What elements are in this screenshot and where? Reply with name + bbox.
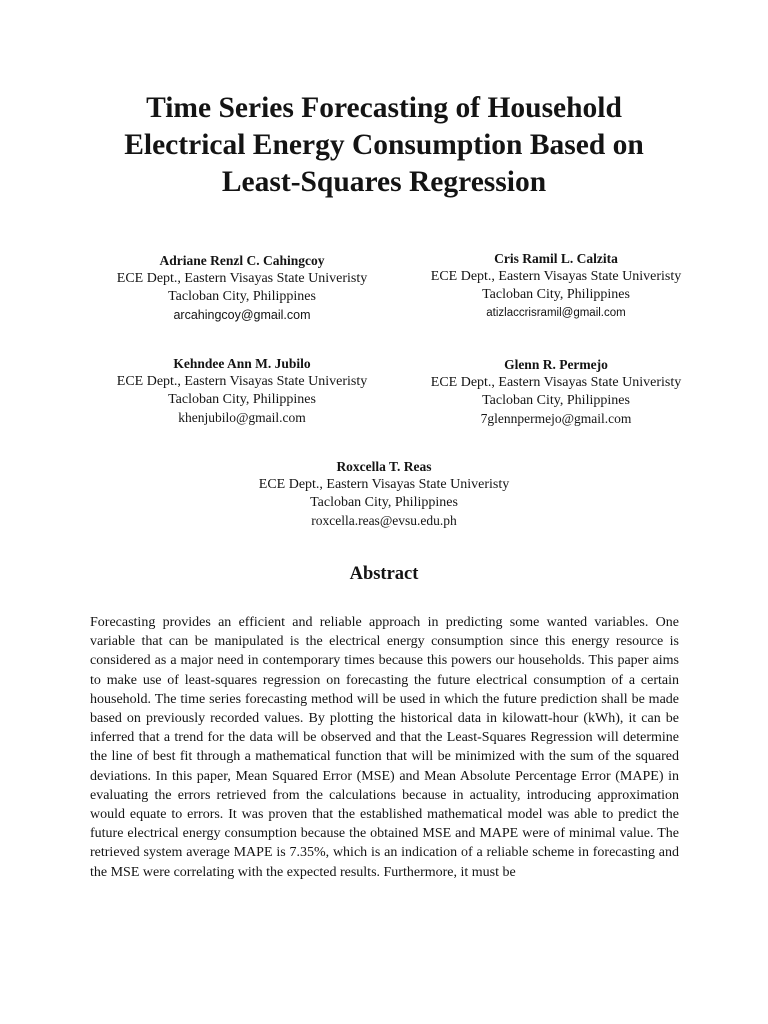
title-line-1: Time Series Forecasting of Household (146, 92, 622, 124)
author-city: Tacloban City, Philippines (310, 495, 458, 510)
abstract-body: Forecasting provides an efficient and reliable approach in predicting some wanted variables. One variable that can be manipulated is the electrical energy consumption since this energy resource is considered as a major need in contemporary times because this powers our households. This paper aims to make use of least-squares regression on forecasting the future electrical consumption of a certain household. The time series forecasting method will be used in which the future prediction shall be made based on previously recorded values. By plotting the historical data in kilowatt-hour (kWh), it can be inferred that a trend for the data will be observed and that the Least-Squares Regression will determine the line of best fit through a mathematical function that will be minimized with the sum of the squared deviations. In this paper, Mean Squared Error (MSE) and Mean Absolute Percentage Error (MAPE) in evaluating the errors retrieved from the calculations because in actuality, introducing approximation would equate to errors. It was proven that the established mathematical model was able to predict the future electrical energy consumption because the obtained MSE and MAPE were of minimal value. The retrieved system average MAPE is 7.35%, which is an indication of a reliable scheme in forecasting and the MSE were correlating with the expected results. Furthermore, it must be (90, 615, 679, 880)
title-line-3: Least-Squares Regression (221, 166, 547, 198)
author-name: Cris Ramil L. Calzita (494, 251, 618, 266)
author-dept: ECE Dept., Eastern Visayas State Univeristy (116, 271, 368, 286)
author-block-3 (92, 355, 392, 427)
title-line-2: Electrical Energy Consumption Based on (124, 129, 644, 161)
author-email[interactable]: atizlaccrisramil@gmail.com (486, 307, 626, 319)
paper-title (60, 90, 708, 201)
author-name: Glenn R. Permejo (504, 357, 608, 372)
author-city: Tacloban City, Philippines (482, 393, 630, 408)
author-dept: ECE Dept., Eastern Visayas State Univeristy (258, 477, 510, 492)
author-dept: ECE Dept., Eastern Visayas State Univeristy (430, 269, 682, 284)
author-city: Tacloban City, Philippines (168, 289, 316, 304)
author-block-1 (92, 252, 392, 324)
author-email[interactable]: roxcella.reas@evsu.edu.ph (311, 513, 457, 528)
author-name: Roxcella T. Reas (336, 459, 432, 474)
abstract-heading: Abstract (349, 564, 419, 584)
author-email[interactable]: arcahingcoy@gmail.com (173, 308, 311, 322)
author-name: Adriane Renzl C. Cahingcoy (159, 253, 325, 268)
author-dept: ECE Dept., Eastern Visayas State Univeristy (116, 374, 368, 389)
author-dept: ECE Dept., Eastern Visayas State Univeristy (430, 375, 682, 390)
author-block-4 (406, 356, 706, 428)
author-name: Kehndee Ann M. Jubilo (173, 356, 311, 371)
author-city: Tacloban City, Philippines (168, 392, 316, 407)
author-email[interactable]: 7glennpermejo@gmail.com (480, 411, 632, 426)
author-city: Tacloban City, Philippines (482, 287, 630, 302)
author-block-5 (234, 458, 534, 530)
author-email[interactable]: khenjubilo@gmail.com (178, 410, 306, 425)
author-block-2 (406, 250, 706, 322)
